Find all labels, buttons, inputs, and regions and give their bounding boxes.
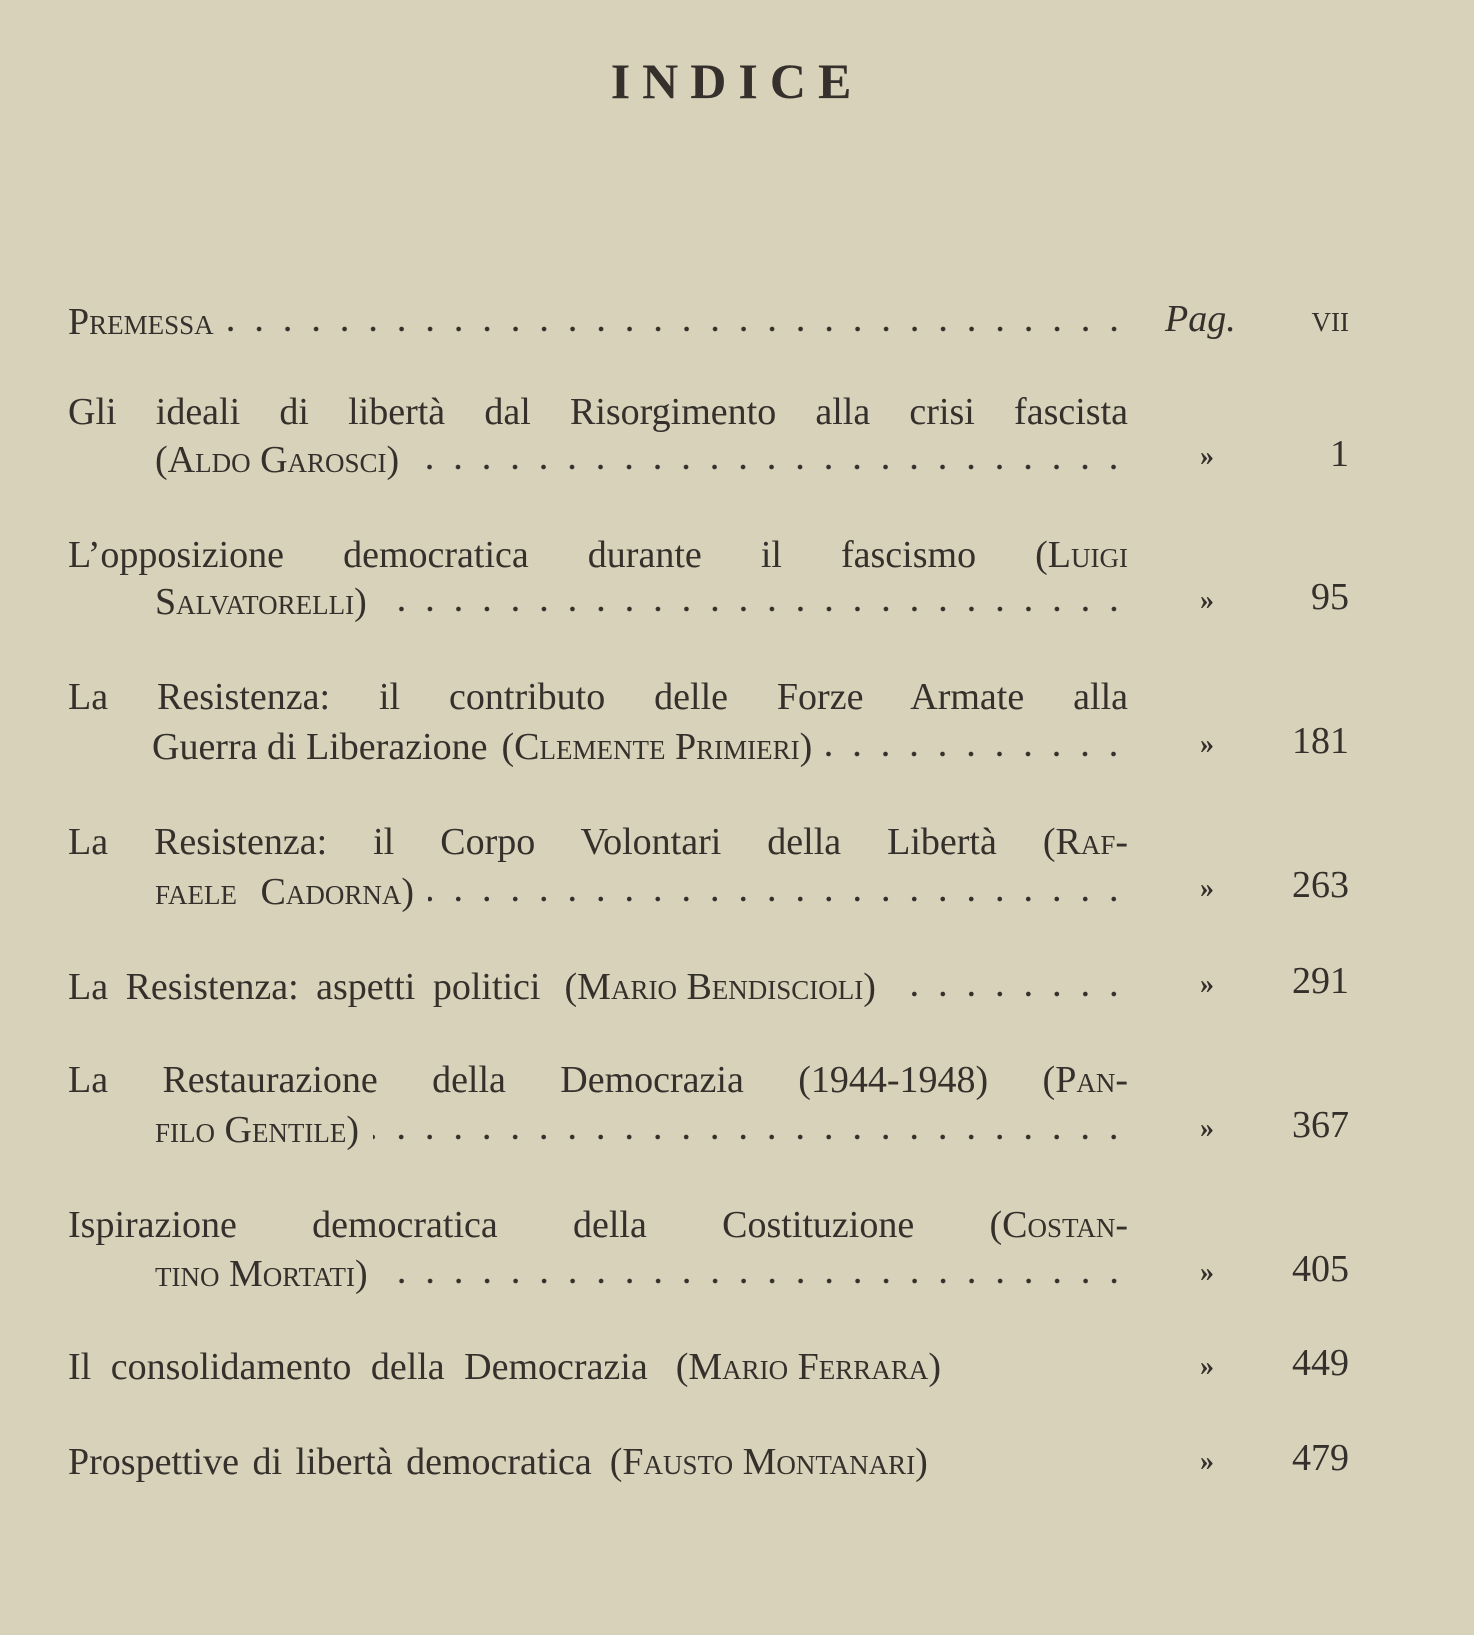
page-number: vii: [1311, 298, 1349, 340]
dot-leader: [826, 748, 1128, 760]
entry-title: L’opposizione democratica durante il fascismo: [68, 534, 977, 576]
toc-entry: [155, 437, 1128, 483]
entry-title: La Resistenza: il Corpo Volontari della Libertà: [68, 821, 997, 863]
ditto-mark: »: [1200, 441, 1214, 472]
entry-title: Premessa: [68, 301, 214, 343]
toc-entry: [155, 1107, 1128, 1153]
entry-author: (Clemente Primieri): [501, 726, 813, 768]
entry-author: (Aldo Garosci): [155, 439, 400, 481]
entry-title: Il consolidamento della Democrazia: [68, 1346, 648, 1388]
toc-entry: [155, 869, 1128, 915]
entry-author: filo Gentile): [155, 1109, 360, 1151]
toc-entry: [68, 1439, 1128, 1485]
dot-leader: [428, 893, 1128, 905]
toc-entry: [68, 964, 1128, 1010]
toc-entry: [155, 1251, 1128, 1297]
entry-author: (Mario Ferrara): [675, 1346, 941, 1388]
dot-leader: [381, 603, 1128, 615]
toc-entry: [152, 724, 1128, 770]
entry-author: (Mario Bendiscioli): [564, 966, 876, 1008]
entry-author: (Pan-: [1042, 1059, 1128, 1101]
entry-title: La Restaurazione della Democrazia (1944-1948): [68, 1059, 989, 1101]
ditto-mark: »: [1200, 1446, 1214, 1477]
page-title: INDICE: [610, 53, 864, 109]
entry-title-line: [68, 1057, 1128, 1103]
entry-author: (Costan-: [989, 1204, 1128, 1246]
ditto-mark: »: [1200, 585, 1214, 616]
entry-author: Salvatorelli): [155, 581, 367, 623]
entry-title: Ispirazione democratica della Costituzione: [68, 1204, 915, 1246]
entry-title-line: Gli ideali di libertà dal Risorgimento alla crisi fascista: [68, 391, 1128, 433]
page-number: 479: [1292, 1437, 1349, 1479]
entry-title: Prospettive di libertà democratica: [68, 1441, 592, 1483]
page-number: 405: [1292, 1248, 1349, 1290]
entry-title: Guerra di Liberazione: [152, 726, 488, 768]
page-number: 367: [1292, 1104, 1349, 1146]
page-number: 291: [1292, 960, 1349, 1002]
entry-title-line: La Resistenza: il contributo delle Forze Armate alla: [68, 676, 1128, 718]
toc-entry-premessa: [68, 299, 1128, 345]
entry-title: La Resistenza: aspetti politici: [68, 966, 541, 1008]
toc-entry: [68, 1344, 1128, 1390]
ditto-mark: »: [1200, 729, 1214, 760]
entry-author: (Luigi: [1035, 534, 1128, 576]
page-label: Pag.: [1165, 298, 1236, 340]
entry-title-line: [68, 532, 1128, 578]
dot-leader: [382, 1275, 1128, 1287]
entry-author: (Fausto Montanari): [609, 1441, 928, 1483]
entry-author: (Raf-: [1042, 821, 1128, 863]
entry-author: tino Mortati): [155, 1253, 368, 1295]
dot-leader: [890, 988, 1128, 1000]
entry-title-line: [68, 819, 1128, 865]
page-number: 449: [1292, 1342, 1349, 1384]
toc-entry: [155, 579, 1128, 625]
dot-leader: [373, 1131, 1128, 1143]
ditto-mark: »: [1200, 1257, 1214, 1288]
entry-author: faele Cadorna): [155, 871, 414, 913]
page-number: 1: [1330, 433, 1349, 475]
dot-leader: [228, 323, 1128, 335]
ditto-mark: »: [1200, 873, 1214, 904]
entry-title-line: [68, 1202, 1128, 1248]
dot-leader: [413, 461, 1128, 473]
ditto-mark: »: [1200, 1351, 1214, 1382]
page-number: 95: [1311, 576, 1349, 618]
ditto-mark: »: [1200, 969, 1214, 1000]
page-number: 263: [1292, 864, 1349, 906]
ditto-mark: »: [1200, 1113, 1214, 1144]
page-number: 181: [1292, 720, 1349, 762]
